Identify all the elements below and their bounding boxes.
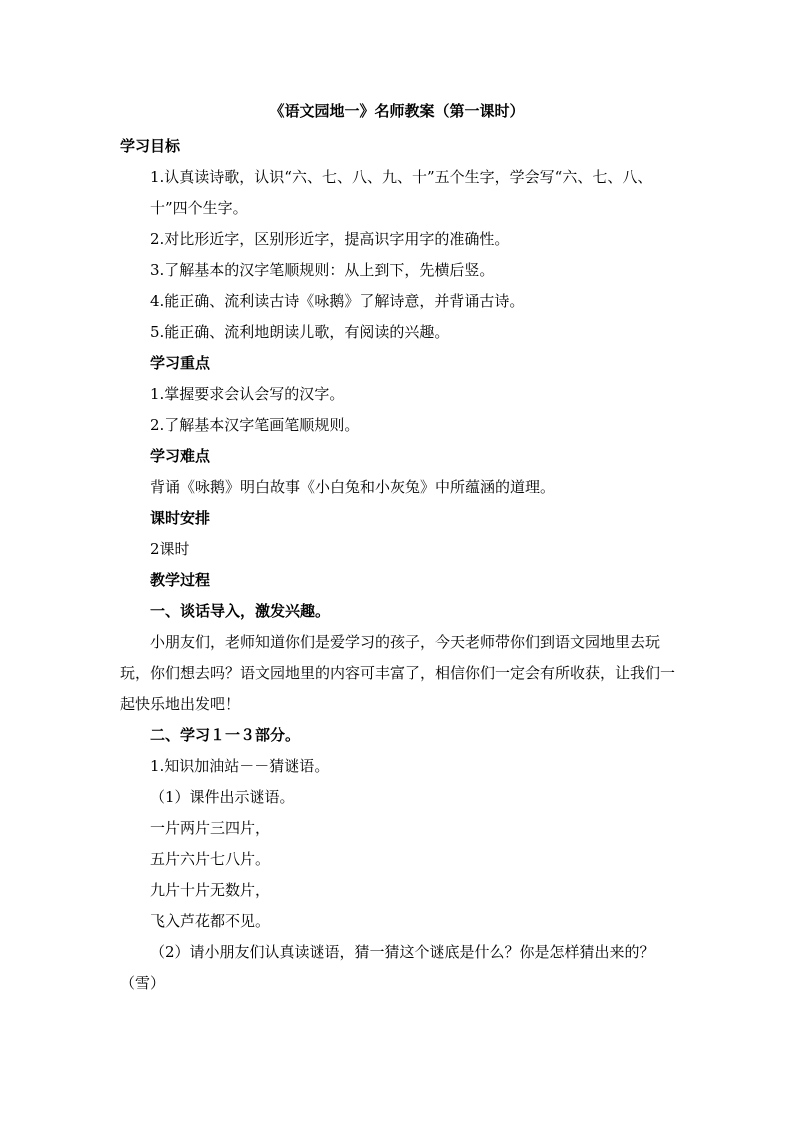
document-body <box>120 131 688 999</box>
step1-heading: 一、谈话导入，激发兴趣。 <box>150 602 331 620</box>
goal-item: 5.能正确、流利地朗读儿歌，有阅读的兴趣。 <box>150 323 450 341</box>
schedule-text: 2课时 <box>150 540 190 558</box>
section-heading-difficulty: 学习难点 <box>150 447 211 465</box>
step2-subitem: （2）请小朋友们认真读谜语，猜一猜这个谜底是什么？你是怎样猜出来的？（雪） <box>120 943 655 992</box>
section-heading-process: 教学过程 <box>150 571 211 589</box>
riddle-line: 九片十片无数片， <box>150 881 271 899</box>
goal-item: 1.认真读诗歌，认识“六、七、八、九、十”五个生字，学会写“六、七、八、十”四个生字。 <box>150 168 653 217</box>
riddle-line: 一片两片三四片， <box>150 819 271 837</box>
goal-item: 4.能正确、流利读古诗《咏鹅》了解诗意，并背诵古诗。 <box>150 292 525 310</box>
key-point-item: 2.了解基本汉字笔画笔顺规则。 <box>150 416 360 434</box>
section-heading-key-points: 学习重点 <box>150 354 211 372</box>
section-heading-goals: 学习目标 <box>120 137 181 155</box>
step1-paragraph: 小朋友们，老师知道你们是爱学习的孩子，今天老师带你们到语文园地里去玩玩，你们想去吗？语文园地里的内容可丰富了，相信你们一定会有所收获，让我们一起快乐地出发吧！ <box>120 633 676 713</box>
difficulty-text: 背诵《咏鹅》明白故事《小白兔和小灰兔》中所蕴涵的道理。 <box>150 478 556 496</box>
goal-item: 3.了解基本的汉字笔顺规则：从上到下，先横后竖。 <box>150 261 495 279</box>
goal-item: 2.对比形近字，区别形近字，提高识字用字的准确性。 <box>150 230 510 248</box>
section-heading-schedule: 课时安排 <box>150 509 211 527</box>
step2-subitem: （1）课件出示谜语。 <box>150 788 295 806</box>
riddle-line: 飞入芦花都不见。 <box>150 912 271 930</box>
step2-item: 1.知识加油站－－猜谜语。 <box>150 757 330 775</box>
step2-heading: 二、学习１一３部分。 <box>150 726 301 744</box>
key-point-item: 1.掌握要求会认会写的汉字。 <box>150 385 345 403</box>
riddle-line: 五片六片七八片。 <box>150 850 271 868</box>
document-title: 《语文园地一》名师教案（第一课时） <box>269 102 525 120</box>
